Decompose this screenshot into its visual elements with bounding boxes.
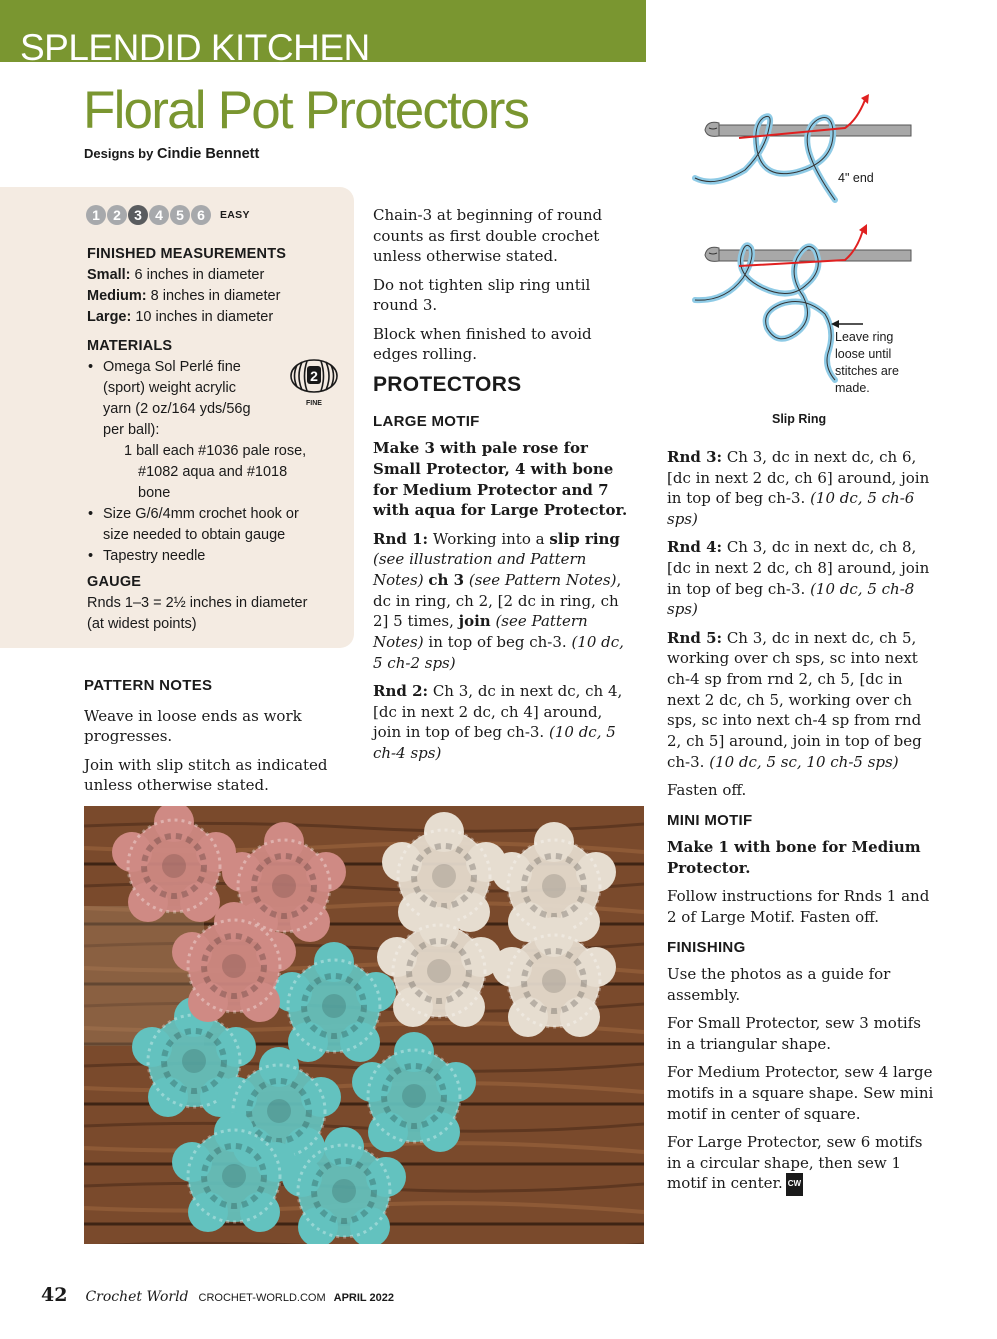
skill-level-4: 4 (149, 205, 169, 225)
note-line-2: loose until (835, 347, 892, 361)
size-small: Small: 6 inches in diameter (87, 267, 265, 283)
round-2: Rnd 2: Ch 3, dc in next dc, ch 4, [dc in next 2 dc, ch 4] around, join in top of beg ch-3. (10 dc, 5 ch-4 sps) (373, 682, 623, 763)
round-5: Rnd 5: Ch 3, dc in next dc, ch 5, working over ch sps, sc into next ch-4 sp from rnd 2, ch 5, [dc in next 2 dc, ch 5, working over ch sps, sc into next ch-4 sp from rnd 2, ch 5] around, join in top of beg ch-3. (10 dc, 5 sc, 10 ch-5 sps) (667, 628, 922, 771)
note-paragraph: Chain-3 at beginning of round counts as first double crochet unless otherwise stated. (373, 206, 603, 266)
diagram-caption: Slip Ring (772, 412, 827, 426)
yarn-line-4: per ball): (103, 422, 160, 438)
mini-motif-text: Follow instructions for Rnds 1 and 2 of Large Motif. Fasten off. (667, 887, 930, 927)
gauge-line-2: (at widest points) (87, 616, 197, 632)
finishing-heading: FINISHING (667, 938, 746, 956)
finishing-paragraph: For Medium Protector, sew 4 large motifs in a square shape. Sew mini motif in center of square. (667, 1063, 934, 1123)
skill-level-2: 2 (107, 205, 127, 225)
bullet-dot: • (88, 506, 94, 522)
magazine-name: Crochet World (85, 1289, 189, 1305)
hook-line-1: Size G/6/4mm crochet hook or (103, 506, 299, 522)
large-motif-make: Make 3 with pale rose for Small Protector, 4 with bone for Medium Protector and 7 with aqua for Large Protector. (373, 439, 628, 520)
section-banner (0, 0, 646, 68)
color-line-2: #1082 aqua and #1018 (138, 464, 288, 480)
needle-line: Tapestry needle (103, 548, 206, 564)
skill-level-3: 3 (128, 205, 148, 225)
note-paragraph: Block when finished to avoid edges rolling. (373, 324, 592, 364)
issue-date: APRIL 2022 (333, 1292, 394, 1304)
website: CROCHET-WORLD.COM (198, 1292, 326, 1304)
round-4: Rnd 4: Ch 3, dc in next dc, ch 8, [dc in next 2 dc, ch 8] around, join in top of beg ch-3. (10 dc, 5 ch-8 sps) (667, 538, 930, 619)
yarn-weight-number: 2 (310, 368, 318, 384)
note-paragraph: Weave in loose ends as work progresses. (84, 706, 302, 746)
end-label: 4" end (838, 171, 874, 185)
section-label: SPLENDID KITCHEN (20, 27, 370, 68)
yarn-line-3: yarn (2 oz/164 yds/56g (103, 401, 251, 417)
mini-motif-make: Make 1 with bone for Medium Protector. (667, 838, 921, 878)
skill-level-5: 5 (170, 205, 190, 225)
page-footer (41, 1284, 394, 1306)
byline (84, 146, 259, 162)
yarn-weight-icon (288, 356, 340, 408)
round-1: Rnd 1: Working into a slip ring (see illustration and Pattern Notes) ch 3 (see Pattern Notes), dc in ring, ch 2, [2 dc in ring, ch 2] 5 times, join (see Pattern Notes) in top of beg ch-3. (10 dc, 5 ch-2 sps) (373, 529, 624, 672)
size-medium: Medium: 8 inches in diameter (87, 288, 281, 304)
size-large: Large: 10 inches in diameter (87, 309, 274, 325)
color-line-3: bone (138, 485, 171, 501)
skill-label: EASY (220, 209, 250, 221)
large-motif-heading: LARGE MOTIF (373, 412, 480, 430)
skill-level (86, 205, 250, 225)
skill-level-6: 6 (191, 205, 211, 225)
yarn-weight-label: FINE (306, 400, 322, 407)
fasten-off: Fasten off. (667, 781, 747, 800)
bullet-dot: • (88, 359, 94, 375)
note-paragraph: Do not tighten slip ring until round 3. (373, 275, 591, 315)
column-middle (373, 205, 635, 771)
page-title: Floral Pot Protectors (83, 81, 529, 140)
finishing-paragraph: For Large Protector, sew 6 motifs in a circular shape, then sew 1 motif in center. CW (667, 1132, 939, 1196)
yarn-line-2: (sport) weight acrylic (103, 380, 236, 396)
yarn-line-1: Omega Sol Perlé fine (103, 359, 241, 375)
end-mark-icon: CW (786, 1173, 803, 1196)
finishing-paragraph: Use the photos as a guide for assembly. (667, 965, 891, 1005)
page-number: 42 (41, 1284, 68, 1306)
mini-motif-heading: MINI MOTIF (667, 811, 753, 829)
pattern-notes-heading: PATTERN NOTES (84, 677, 213, 694)
designer-name: Cindie Bennett (156, 146, 260, 162)
gauge-heading: GAUGE (87, 574, 142, 590)
protectors-heading: PROTECTORS (373, 372, 522, 396)
finishing-paragraph: For Small Protector, sew 3 motifs in a triangular shape. (667, 1014, 921, 1054)
pot-protectors-photo (84, 806, 644, 1244)
arrowhead-icon (859, 224, 867, 235)
gauge-line-1: Rnds 1–3 = 2½ inches in diameter (87, 595, 308, 611)
byline-prefix: Designs by (84, 146, 154, 161)
yarn-strand (695, 245, 835, 380)
hook-line-2: size needed to obtain gauge (103, 527, 286, 543)
note-paragraph: Join with slip stitch as indicated unless otherwise stated. (84, 755, 328, 795)
pattern-notes (84, 676, 354, 804)
color-line-1: 1 ball each #1036 pale rose, (124, 443, 307, 459)
round-3: Rnd 3: Ch 3, dc in next dc, ch 6, [dc in next 2 dc, ch 6] around, join in top of beg ch-3. (10 dc, 5 ch-6 sps) (667, 448, 930, 529)
note-line-1: Leave ring (835, 330, 894, 344)
bullet-dot: • (88, 548, 94, 564)
skill-level-1: 1 (86, 205, 106, 225)
materials-heading: MATERIALS (87, 338, 173, 354)
slip-ring-diagram (685, 90, 925, 430)
finished-heading: FINISHED MEASUREMENTS (87, 246, 287, 262)
note-line-4: made. (835, 381, 870, 395)
column-right (667, 447, 939, 1204)
note-line-3: stitches are (835, 364, 899, 378)
